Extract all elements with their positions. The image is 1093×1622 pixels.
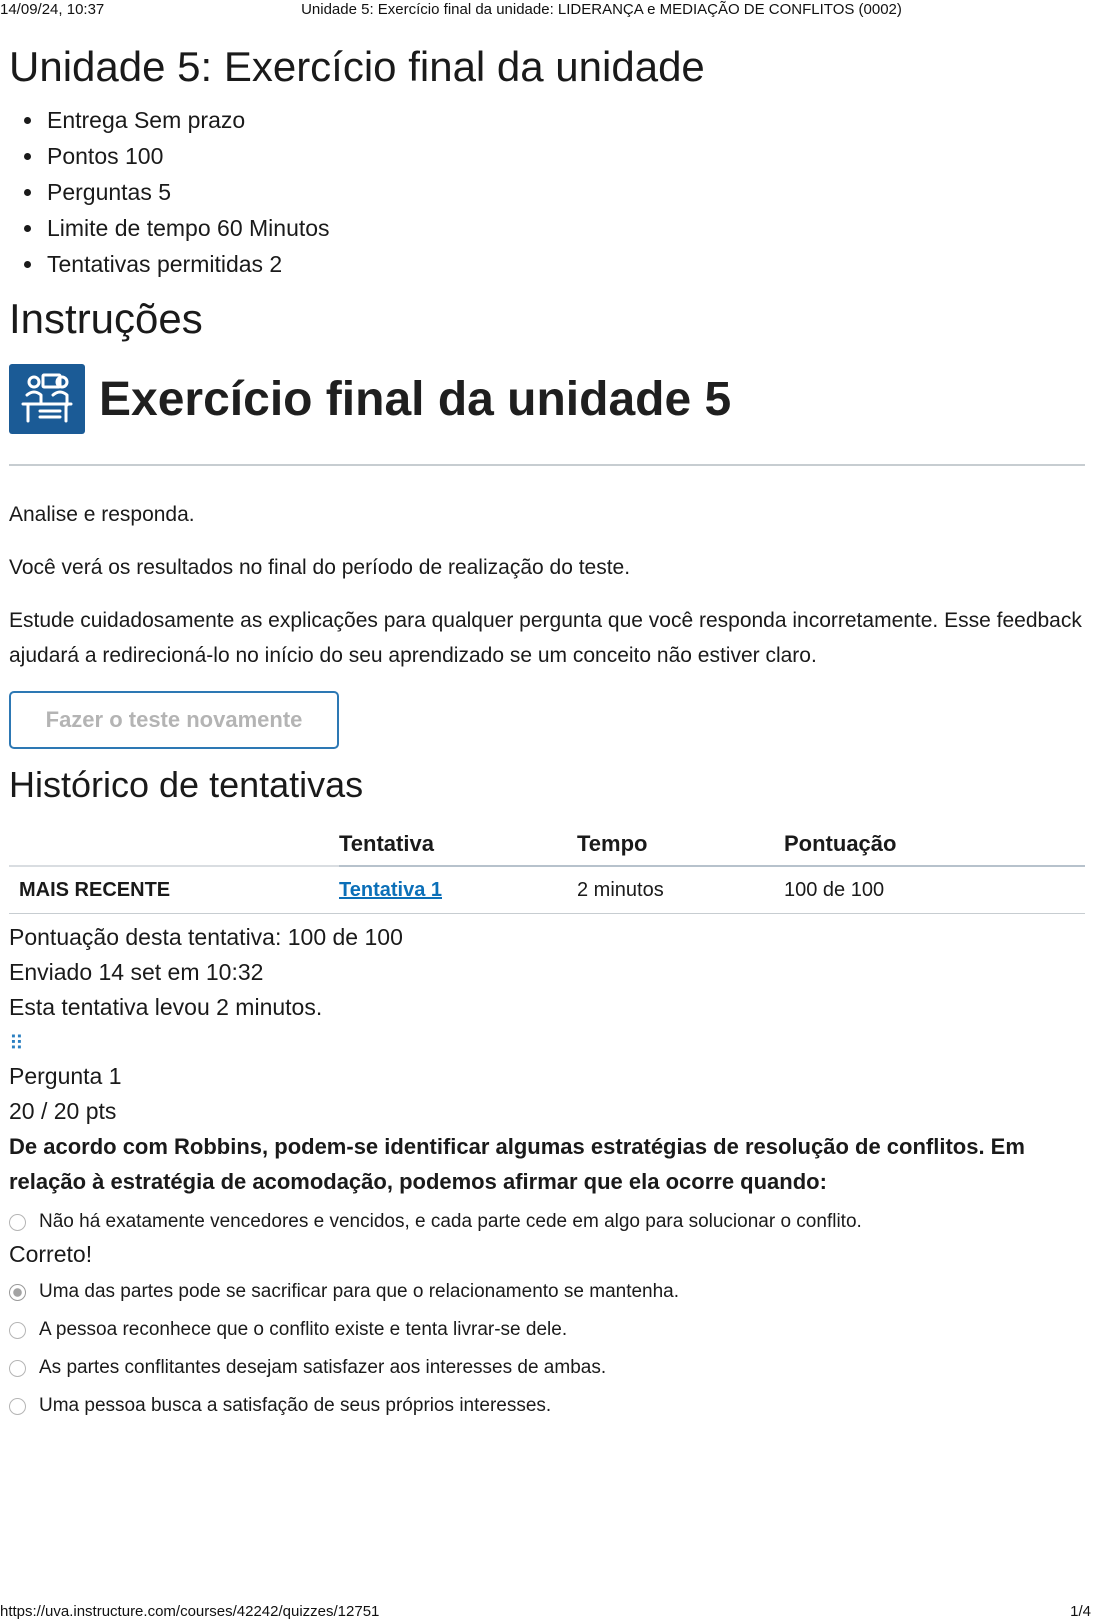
attempt-duration-line: Esta tentativa levou 2 minutos. <box>9 994 323 1020</box>
detail-time-limit: • Limite de tempo 60 Minutos <box>45 210 1085 246</box>
column-header-time: Tempo <box>577 823 784 866</box>
instructions-paragraph: Você verá os resultados no final do período de realização do teste. <box>9 556 631 579</box>
answer-option[interactable] <box>9 1315 1085 1345</box>
quiz-details-list <box>9 102 1085 282</box>
detail-due: • Entrega Sem prazo <box>45 102 1085 138</box>
answer-label: A pessoa reconhece que o conflito existe e tenta livrar-se dele. <box>39 1319 568 1340</box>
detail-attempts-allowed: • Tentativas permitidas 2 <box>45 246 1085 282</box>
instructions-paragraph: Analise e responda. <box>9 503 195 526</box>
drag-handle-icon[interactable]: ⠿ <box>9 1033 21 1055</box>
answer-label: Não há exatamente vencedores e vencidos, e cada parte cede em algo para solucionar o conflito. <box>39 1211 862 1232</box>
detail-questions: • Perguntas 5 <box>45 174 1085 210</box>
quiz-title: Unidade 5: Exercício final da unidade <box>9 43 705 90</box>
answer-label: Uma pessoa busca a satisfação de seus próprios interesses. <box>39 1395 552 1416</box>
instructions-heading: Instruções <box>9 295 203 342</box>
radio-button-icon[interactable] <box>9 1214 26 1231</box>
table-header-row <box>9 823 1085 866</box>
attempt-time: 2 minutos <box>577 866 784 914</box>
radio-button-icon[interactable] <box>9 1398 26 1415</box>
attempt-recency-label: MAIS RECENTE <box>9 866 339 914</box>
attempt-score-line: Pontuação desta tentativa: 100 de 100 <box>9 924 403 950</box>
radio-button-selected-icon[interactable] <box>9 1284 26 1301</box>
answer-option[interactable] <box>9 1353 1085 1383</box>
answer-option[interactable] <box>9 1391 1085 1421</box>
answer-label: As partes conflitantes desejam satisfazer aos interesses de ambas. <box>39 1357 607 1378</box>
radio-button-icon[interactable] <box>9 1322 26 1339</box>
column-header-attempt: Tentativa <box>339 823 577 866</box>
detail-points: • Pontos 100 <box>45 138 1085 174</box>
column-header-score: Pontuação <box>784 823 1085 866</box>
correct-answer-label: Correto! <box>9 1241 93 1267</box>
attempt-score: 100 de 100 <box>784 866 1085 914</box>
print-page-title: Unidade 5: Exercício final da unidade: LIDERANÇA e MEDIAÇÃO DE CONFLITOS (0002) <box>301 1 902 18</box>
instructions-banner <box>9 362 1085 436</box>
print-footer <box>0 1602 1093 1622</box>
print-page-number: 1/4 <box>1070 1603 1091 1620</box>
attempt-history-heading: Histórico de tentativas <box>9 764 364 805</box>
divider <box>9 464 1085 466</box>
radio-button-icon[interactable] <box>9 1360 26 1377</box>
attempt-summary <box>9 920 1085 1025</box>
instructions-paragraph: Estude cuidadosamente as explicações para qualquer pergunta que você responda incorretamente. Esse feedback ajudará a redirecioná-lo no início do seu aprendizado se um conceito não estiver claro. <box>9 609 1082 667</box>
attempt-cell <box>339 866 577 914</box>
print-header <box>0 0 1093 20</box>
instructions-banner-title: Exercício final da unidade 5 <box>99 372 732 426</box>
table-row <box>9 866 1085 914</box>
column-header-label <box>9 823 339 866</box>
attempt-submitted-line: Enviado 14 set em 10:32 <box>9 959 264 985</box>
answer-option[interactable] <box>9 1207 1085 1237</box>
person-at-desk-icon <box>9 364 85 434</box>
print-url: https://uva.instructure.com/courses/42242/quizzes/12751 <box>0 1603 380 1620</box>
retake-quiz-button[interactable]: Fazer o teste novamente <box>9 691 339 749</box>
question-label: Pergunta 1 <box>9 1063 122 1089</box>
attempt-history-table <box>9 823 1085 914</box>
question-points: 20 / 20 pts <box>9 1098 117 1124</box>
print-datetime: 14/09/24, 10:37 <box>0 1 105 18</box>
answer-option-selected[interactable] <box>9 1277 1085 1307</box>
question-text: De acordo com Robbins, podem-se identificar algumas estratégias de resolução de conflitos. Em relação à estratégia de acomodação, podemos afirmar que ela ocorre quando: <box>9 1134 1025 1194</box>
answer-label: Uma das partes pode se sacrificar para que o relacionamento se mantenha. <box>39 1281 680 1302</box>
attempt-1-link[interactable]: Tentativa 1 <box>339 878 442 901</box>
quiz-content <box>9 36 1085 1421</box>
